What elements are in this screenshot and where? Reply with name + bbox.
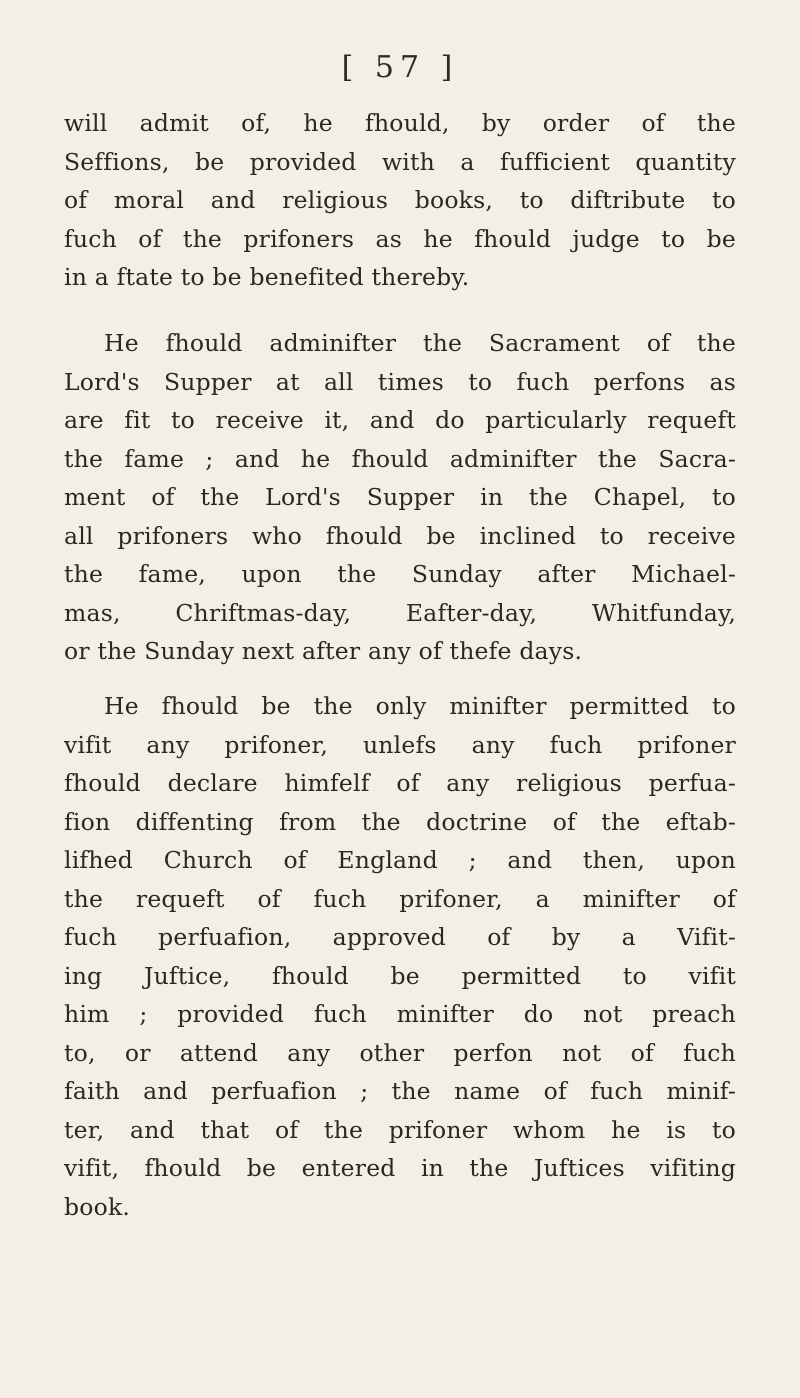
text-line: vifit, fhould be entered in the Juftices vifiting bbox=[64, 1154, 736, 1182]
text-line: ment of the Lord's Supper in the Chapel, to bbox=[64, 483, 736, 511]
text-line: ing Juftice, fhould be permitted to vifit bbox=[64, 961, 736, 990]
text-line: the fame ; and he fhould adminifter the Sacra- bbox=[64, 444, 736, 473]
text-line: fuch perfuafion, approved of by a Vifit- bbox=[64, 923, 736, 951]
text-line: He fhould be the only minifter permitted to bbox=[104, 692, 736, 720]
text-line: ter, and that of the prifoner whom he is to bbox=[64, 1115, 736, 1144]
page-number: [ 57 ] bbox=[341, 50, 459, 85]
text-line: Lord's Supper at all times to fuch perfons as bbox=[64, 367, 736, 396]
text-line: or the Sunday next after any of thefe days. bbox=[64, 637, 583, 665]
text-line: fuch of the prifoners as he fhould judge to be bbox=[64, 224, 736, 253]
text-line: are fit to receive it, and do particularly requeft bbox=[64, 406, 736, 434]
text-line: to, or attend any other perfon not of fuch bbox=[64, 1038, 736, 1067]
text-line: all prifoners who fhould be inclined to receive bbox=[64, 521, 736, 550]
text-line: of moral and religious books, to diftribute to bbox=[64, 186, 736, 214]
text-line: the requeft of fuch prifoner, a minifter of bbox=[64, 884, 736, 913]
text-line: lifhed Church of England ; and then, upon bbox=[64, 846, 736, 874]
text-line: He fhould adminifter the Sacrament of the bbox=[104, 329, 736, 357]
text-line: book. bbox=[64, 1192, 131, 1221]
text-line: fion diffenting from the doctrine of the eftab- bbox=[64, 807, 736, 836]
text-line: faith and perfuafion ; the name of fuch minif- bbox=[64, 1077, 736, 1105]
text-line: fhould declare himfelf of any religious perfua- bbox=[64, 769, 736, 797]
text-line: will admit of, he fhould, by order of the bbox=[64, 109, 736, 137]
paragraph-2 bbox=[64, 324, 736, 671]
text-line: him ; provided fuch minifter do not preach bbox=[64, 1000, 736, 1028]
text-line: Seffions, be provided with a fufficient quantity bbox=[64, 147, 736, 176]
text-line: vifit any prifoner, unlefs any fuch prifoner bbox=[64, 730, 736, 759]
text-line: the fame, upon the Sunday after Michael- bbox=[64, 560, 736, 588]
paragraph-1 bbox=[64, 104, 736, 297]
text-line: mas, Chriftmas-day, Eafter-day, Whitfunday, bbox=[64, 598, 736, 627]
paragraph-3 bbox=[64, 687, 736, 1226]
text-line: in a ftate to be benefited thereby. bbox=[64, 263, 470, 291]
